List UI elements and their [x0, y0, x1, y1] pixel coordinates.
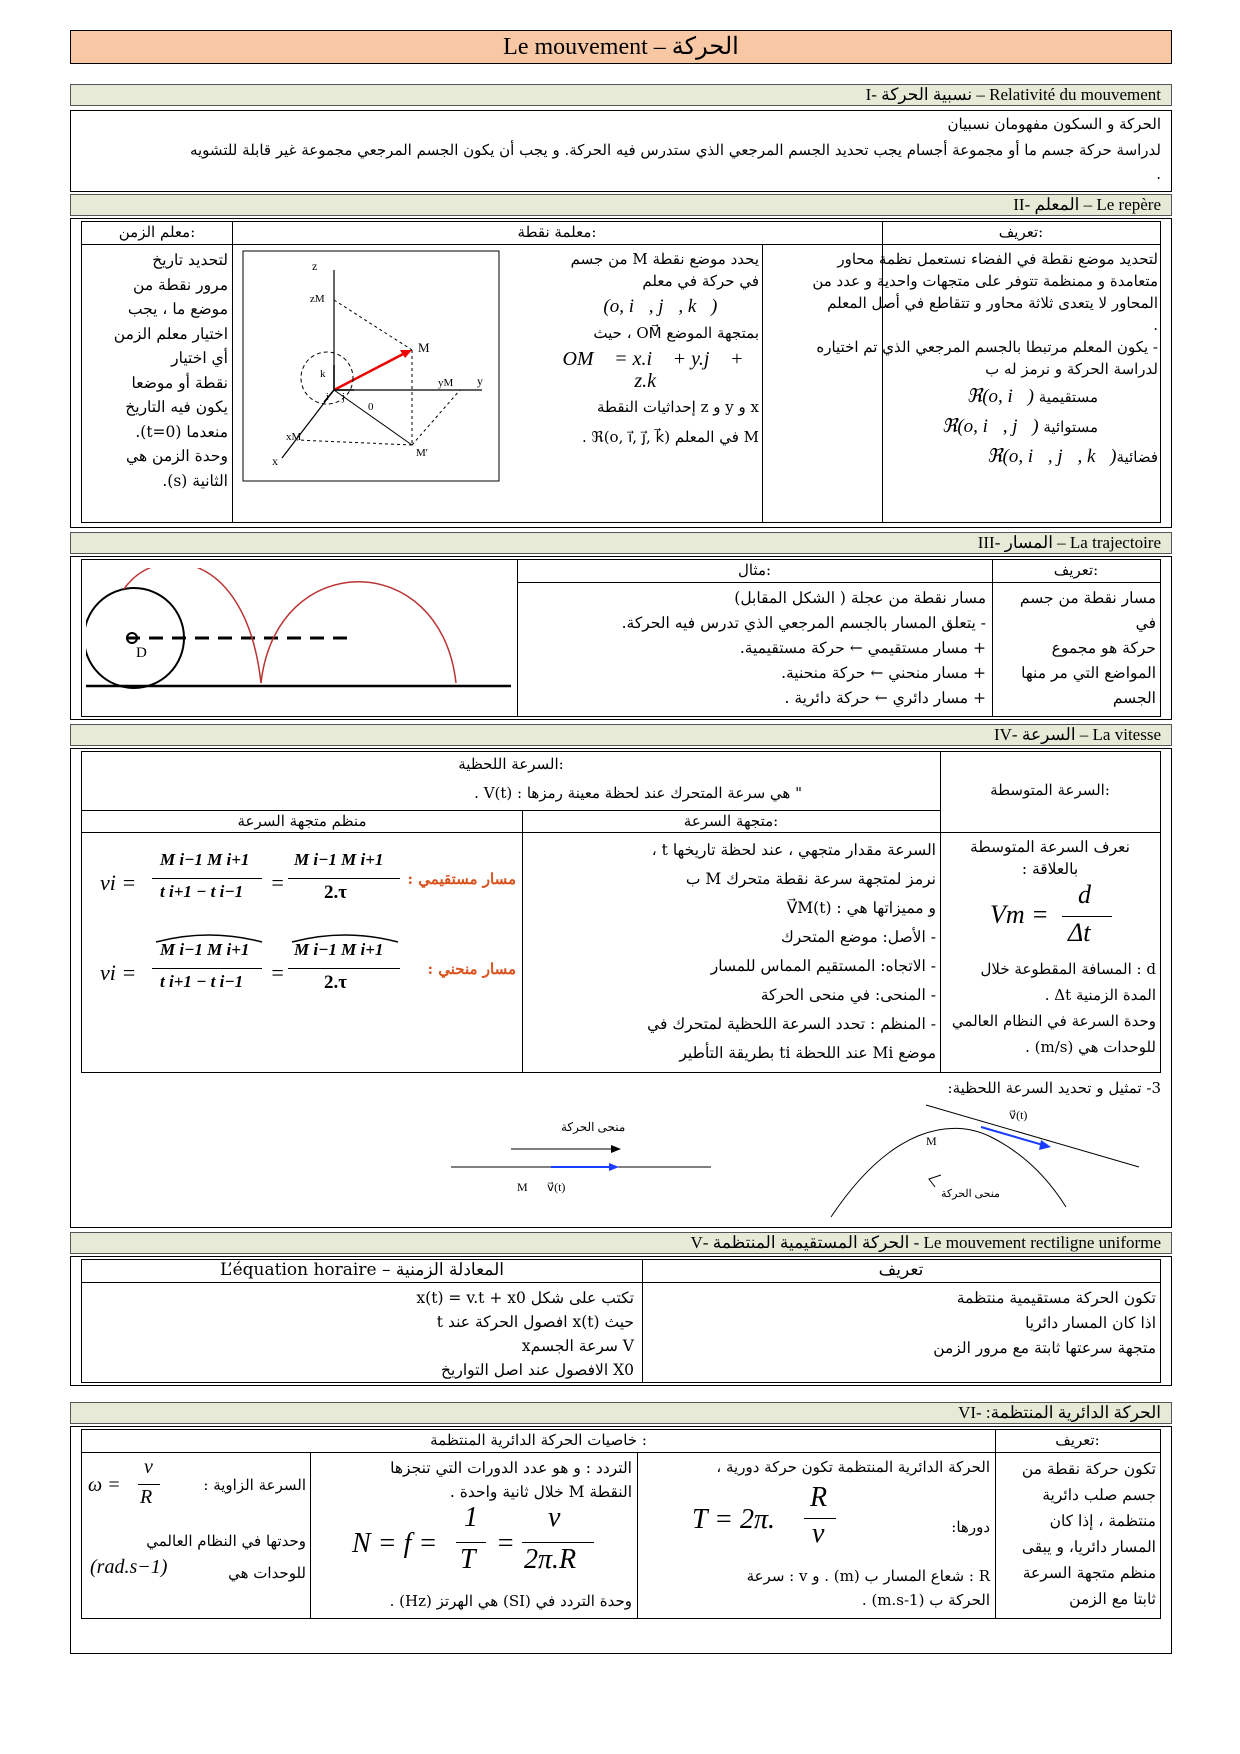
s1-line1: الحركة و السكون مفهومان نسبيان	[947, 115, 1161, 133]
cycloid-arc-1	[124, 568, 261, 683]
fig-o-label: 0	[368, 401, 374, 413]
s2-col-time: معلم الزمن:	[118, 223, 196, 241]
curved-label: مسار منحني :	[427, 960, 516, 978]
fig-j-label: j	[342, 392, 345, 403]
straight-direction-label: منحى الحركة	[561, 1120, 626, 1134]
s2-table	[81, 221, 1161, 523]
section-5-heading: Le mouvement rectiligne uniforme - الحركة المستقيمية المنتظمة -V	[70, 1232, 1172, 1254]
section-5-box	[70, 1256, 1172, 1386]
wheel-D-label: D	[136, 645, 147, 661]
s4-straight-formula: vi = M i−1 M i+1 t i+1 − t i−1 = M i−1 M i+1 2.τ مسار مستقيمي :	[100, 850, 516, 903]
curved-direction-label: منحى الحركة	[941, 1188, 1000, 1200]
fig-k-label: k	[320, 368, 326, 380]
section-6-box	[70, 1426, 1172, 1654]
curved-M-label: M	[926, 1134, 937, 1148]
fig-zM-label: zM	[310, 293, 325, 305]
s6-ang-unit: (rad.s−1)	[90, 1556, 168, 1578]
s4-rep-title: 3- تمثيل و تحديد السرعة اللحظية:	[947, 1079, 1161, 1097]
s6-freq-formula: N = f = 1 T = v 2π.R	[352, 1508, 612, 1582]
s6-col-props: خاصيات الحركة الدائرية المنتظمة :	[430, 1431, 647, 1449]
s4-curved-formula: vi = M i−1 M i+1 t i+1 − t i−1 = M i−1 M i+1 2.τ مسار منحني :	[92, 940, 517, 1010]
section-6-heading: الحركة الدائرية المنتظمة: -VI	[70, 1402, 1172, 1424]
s6-freq-after: وحدة التردد في (SI) هي الهرتز (Hz) .	[389, 1592, 632, 1610]
s2-def-text: لتحديد موضع نقطة في الفضاء نستعمل نظمة محاور متعامدة و ممنظمة تتوفر على متجهات واحدية و عدد من المحاور لا يتعدى ثلاثة محاور و تتقاطع في أصل المعلم . - يكون المعلم مرتبطا بالجسم المرجعي الذي تم اختياره لدراسة الحركة و نرمز له ب مستقيمية ℜ(o, i⃗) مستوائية ℜ(o, i⃗, j⃗) فضائيةℜ(o, i⃗, j⃗, k⃗)	[812, 250, 1158, 467]
s6-freq-text: التردد : و هو عدد الدورات التي تنجزها النقطة M خلال ثانية واحدة .	[390, 1459, 632, 1501]
s6-table	[81, 1429, 1161, 1619]
fig-xM-label: xM	[286, 431, 302, 443]
page-title: Le mouvement – الحركة	[70, 30, 1172, 64]
s4-inst-title: السرعة اللحظية:	[458, 755, 564, 773]
s4-avg-title: السرعة المتوسطة:	[990, 781, 1110, 799]
s5-eq-text: تكتب على شكل x(t) = v.t + x0 حيث x(t) افصول الحركة عند t V سرعة الجسمx X0 الافصول عند اصل التواريخ	[416, 1289, 634, 1379]
s6-def-text: تكون حركة نقطة من جسم صلب دائرية منتظمة ، إذا كان المسار دائريا، و يبقى منظم متجهة السرعة ثابتا مع الزمن	[1021, 1460, 1156, 1608]
s4-curved-figure	[821, 1097, 1161, 1227]
s2-frame-figure	[242, 250, 500, 482]
section-3-heading: La trajectoire – المسار -III	[70, 532, 1172, 554]
s6-period-line2: دورها:	[951, 1518, 990, 1536]
s4-inst-def: " هي سرعة المتحرك عند لحظة معينة رمزها : V(t) .	[474, 784, 802, 802]
fig-i-label: i	[326, 392, 329, 403]
s6-period-formula: T = 2π. R v	[692, 1486, 892, 1556]
s5-def-text: تكون الحركة مستقيمية منتظمة اذا كان المسار دائريا متجهة سرعتها ثابتة مع مرور الزمن	[933, 1289, 1156, 1357]
straight-M-label: M	[517, 1180, 528, 1194]
s2-col-space: معلمة نقطة:	[517, 223, 597, 241]
straight-v-label: v⃗(t)	[547, 1180, 566, 1194]
section-4-heading: La vitesse – السرعة -IV	[70, 724, 1172, 746]
fig-Mp-label: M'	[416, 447, 428, 459]
s5-table	[81, 1259, 1161, 1383]
section-1-heading: Relativité du mouvement – نسبية الحركة -I	[70, 84, 1172, 106]
s6-period-line1: الحركة الدائرية المنتظمة تكون حركة دورية ،	[716, 1458, 990, 1476]
s2-space-text: يحدد موضع نقطة M من جسم في حركة في معلم ℜ(o, i⃗, j⃗, k⃗) بمتجهة الموضع OM⃗ ، حيث OM⃗ = x.i⃗ + y.j⃗ + z.k⃗ x و y و z إحداثيات النقطة M في المعلم ℜ(o, i⃗, j⃗, k⃗) .	[562, 250, 759, 446]
om-vector	[334, 352, 407, 390]
straight-label: مسار مستقيمي :	[407, 870, 516, 888]
s6-ang-formula: ω = v R	[88, 1458, 188, 1518]
s6-col-def: تعريف:	[1055, 1431, 1100, 1449]
s4-avg-formula: Vm = d Δt	[982, 886, 1142, 948]
s6-ang-label: السرعة الزاوية :	[203, 1476, 306, 1494]
s4-norm-title: منظم متجهة السرعة	[237, 812, 367, 830]
s6-ang-line2: للوحدات هي	[228, 1564, 306, 1582]
curved-v-label: v⃗(t)	[1009, 1108, 1028, 1122]
s3-col-ex: مثال:	[737, 561, 772, 579]
s6-ang-line1: وحدتها في النظام العالمي	[146, 1532, 306, 1550]
section-3-box	[70, 556, 1172, 720]
s1-line3: .	[1156, 165, 1161, 183]
fig-M-label: M	[418, 340, 430, 355]
s6-period-after: R : شعاع المسار ب (m) . و v : سرعة الحركة ب (m.s-1) .	[746, 1567, 990, 1609]
cycloid-arc-2	[261, 582, 456, 683]
section-1-box	[70, 110, 1172, 192]
s4-vec-title: متجهة السرعة:	[683, 812, 779, 830]
s3-def-text: مسار نقطة من جسم في حركة هو مجموع المواضع التي مر منها الجسم	[1019, 589, 1156, 707]
s3-col-def: تعريف:	[1053, 561, 1099, 579]
fig-y-label: y	[477, 374, 483, 388]
fig-yM-label: yM	[438, 377, 454, 389]
s4-avg-text: نعرف السرعة المتوسطة بالعلاقة :	[970, 838, 1130, 878]
s3-table	[81, 559, 1161, 717]
fig-x-label: x	[272, 454, 278, 468]
s2-time-text: لتحديد تاريخ مرور نقطة من موضع ما ، يجب اختيار معلم الزمن أي اختيار نقطة أو موضعا يكون فيه التاريخ منعدما (t=0). وحدة الزمن هي الثانية (s).	[113, 251, 228, 490]
s5-col-def: تعريف	[878, 1260, 924, 1280]
s4-straight-figure	[451, 1119, 751, 1219]
s4-table	[81, 751, 1161, 1073]
s3-ex-text: مسار نقطة من عجلة ( الشكل المقابل) - يتعلق المسار بالجسم المرجعي الذي تدرس فيه الحركة. + مسار مستقيمي ← حركة مستقيمية. + مسار منحني ← حركة منحنية. + مسار دائري ← حركة دائرية .	[621, 589, 986, 707]
s3-wheel-figure	[86, 568, 514, 713]
section-2-box	[70, 218, 1172, 528]
s5-col-eq: L’équation horaire – المعادلة الزمنية	[219, 1260, 505, 1280]
s4-avg-after: d : المسافة المقطوعة خلال المدة الزمنية Δt . وحدة السرعة في النظام العالمي للوحدات هي (m/s) .	[951, 960, 1156, 1056]
s1-line2: لدراسة حركة جسم ما أو مجموعة أجسام يجب تحديد الجسم المرجعي الذي ستدرس فيه الحركة. و يجب أن يكون الجسم المرجعي مجموعة غير قابلة للتشويه	[189, 141, 1161, 159]
fig-z-label: z	[312, 259, 318, 273]
section-4-box	[70, 748, 1172, 1228]
s4-vec-text: السرعة مقدار متجهي ، عند لحظة تاريخها t ، نرمز لمتجهة سرعة نقطة متحرك M ب و مميزاتها هي : V⃗M(t) - الأصل: موضع المتحرك - الاتجاه: المستقيم المماس للمسار - المنحى: في منحى الحركة - المنظم : تحدد السرعة اللحظية لمتحرك في موضع Mi عند اللحظة ti بطريقة التأطير	[647, 841, 936, 1062]
section-2-heading: Le repère – المعلم -II	[70, 194, 1172, 216]
s2-col-def: تعريف:	[998, 223, 1044, 241]
